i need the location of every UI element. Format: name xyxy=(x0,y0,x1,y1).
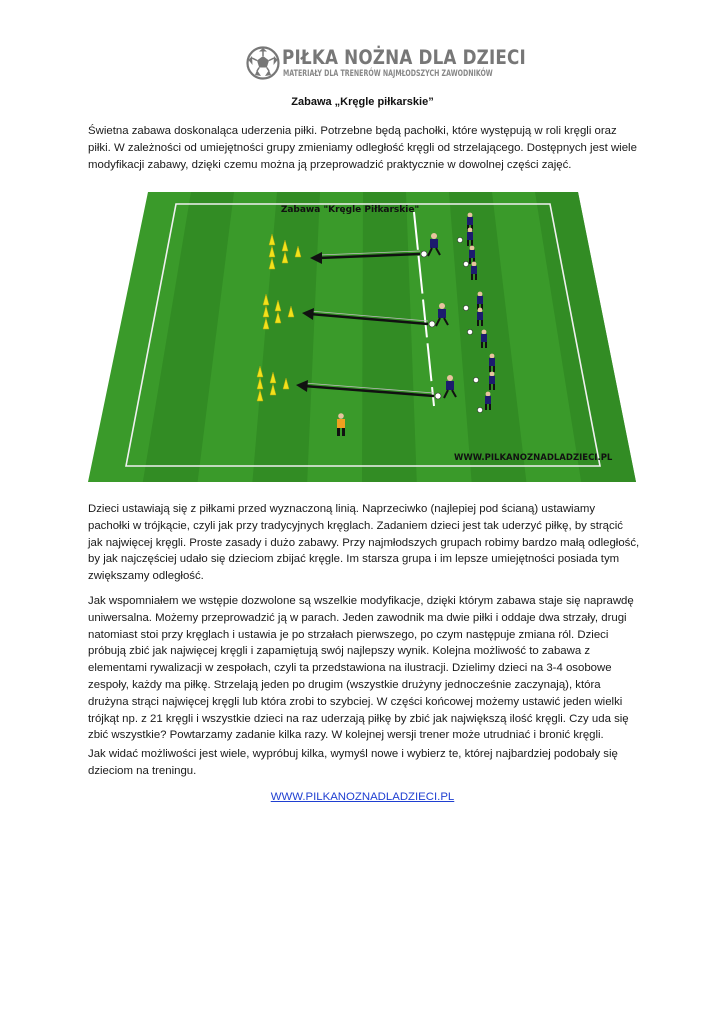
website-link[interactable]: WWW.PILKANOZNADLADZIECI.PL xyxy=(270,791,455,803)
logo-title: PIŁKA NOŻNA DLA DZIECI xyxy=(282,46,526,69)
intro-paragraph: Świetna zabawa doskonaląca uderzenia piłki. Potrzebne będą pachołki, które występują w roli kręgli oraz piłki. W zależności od umiejętności grupy zmieniamy odległość kręgli od strzelającego. Dostępnych jest wiele modyfikacji zabawy, dzięki czemu można ją przeprowadzić praktycznie w dowolnej części zajęć. xyxy=(88,125,637,171)
diagram-watermark: WWW.PILKANOZNADLADZIECI.PL xyxy=(454,453,613,463)
logo-subtitle: MATERIAŁY DLA TRENERÓW NAJMŁODSZYCH ZAWODNIKÓW xyxy=(283,69,493,79)
rules-paragraph: Dzieci ustawiają się z piłkami przed wyznaczoną linią. Naprzeciwko (najlepiej pod ścianą) ustawiamy pachołki w trójkącie, czyli jak przy tradycyjnych kręglach. Zadaniem dzieci jest tak uderzyć piłkę, by strącić jak najwięcej kręgli. Proste zasady i dużo zabawy. Przy najmłodszych grupach robimy bardzo małą odległość, by jak najczęściej udało się dzieciom zbijać kręgle. Im starsza grupa i im lepsze umiejętności posiada tym zwiększamy odległość. xyxy=(88,503,640,583)
variations-paragraph: Jak wspomniałem we wstępie dozwolone są wszelkie modyfikacje, dzięki którym zabawa staje się naprawdę uniwersalna. Możemy przeprowadzić ją w parach. Jeden zawodnik ma dwie piłki i oddaje dwa strzały, drugi natomiast stoi przy kręglach i ustawia je po strzałach pierwszego, po czym następuje zmiana ról. Dzieci próbują zbić jak najwięcej kręgli i zapamiętują swój najlepszy wynik. Kolejna możliwość to zabawa z elementami rywalizacji w zespołach, czyli ta przedstawiona na ilustracji. Dzielimy dzieci na 3-4 osobowe zespoły, każdy ma piłkę. Strzelają jeden po drugim (wszystkie drużyny jednocześnie zaczynają), która drużyna strąci najwięcej kręgli lub która zrobi to szybciej. W części końcowej możemy ustawić jeden wielki trójkąt np. z 21 kręgli i wszystkie dzieci na raz uderzają piłkę by zbić jak największą ilość kręgli. Czy uda się zbić wszystkie? Powtarzamy zadanie kilka razy. W kolejnej wersji trener może utrudniać i bronić kręgli. xyxy=(88,595,634,742)
soccer-ball-icon xyxy=(246,46,280,80)
drill-diagram xyxy=(88,190,636,488)
footer-link-container xyxy=(0,791,725,803)
site-logo xyxy=(246,44,526,84)
document-title: Zabawa „Kręgle piłkarskie” xyxy=(291,96,434,108)
closing-paragraph: Jak widać możliwości jest wiele, wypróbuj kilka, wymyśl nowe i wybierz te, której najbardziej podobały się dzieciom na treningu. xyxy=(88,748,618,777)
diagram-title: Zabawa "Kręgle Piłkarskie" xyxy=(280,205,420,215)
